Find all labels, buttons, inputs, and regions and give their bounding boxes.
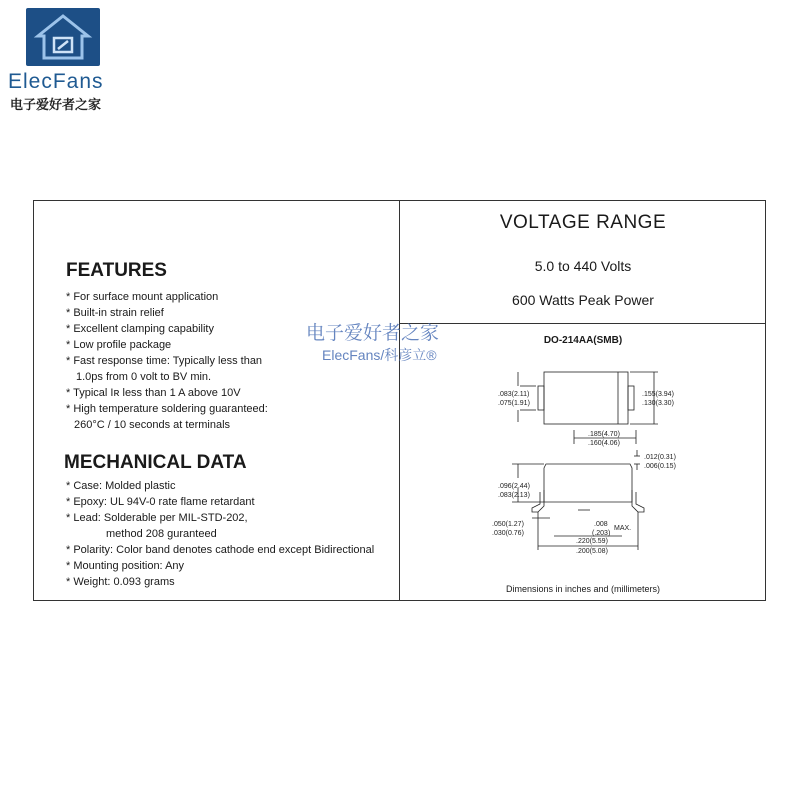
dim-side-max: .096(2.44) — [498, 483, 530, 490]
dim-gap-bottom: (.203) — [592, 530, 611, 537]
dim-gap-top: .008 — [594, 521, 608, 528]
voltage-range-value: 5.0 to 440 Volts — [534, 258, 632, 274]
feature-item: 260°C / 10 seconds at terminals — [74, 419, 231, 431]
dim-length-min: .160(4.06) — [588, 440, 620, 447]
dimensions-note: Dimensions in inches and (millimeters) — [505, 584, 661, 594]
mechanical-item: * Polarity: Color band denotes cathode end except Bidirectional — [66, 544, 375, 556]
voltage-range-heading: VOLTAGE RANGE — [499, 212, 667, 233]
features-heading: FEATURES — [66, 260, 167, 281]
feature-item: * Typical Iʀ less than 1 A above 10V — [66, 387, 241, 399]
mechanical-list — [66, 478, 374, 590]
feature-item: * Built-in strain relief — [66, 307, 164, 319]
dim-width-max: .155(3.94) — [642, 391, 674, 398]
dim-length-max: .185(4.70) — [588, 431, 620, 438]
dim-height-max: .083(2.11) — [498, 391, 530, 398]
package-dimension-drawing — [490, 360, 700, 560]
dim-gap-max: MAX. — [614, 525, 632, 532]
feature-item: * Low profile package — [66, 339, 172, 351]
watermark-en: ElecFans/科彦立® — [322, 347, 437, 363]
mechanical-item: * Epoxy: UL 94V-0 rate flame retardant — [66, 496, 255, 508]
dim-thickness-max: .012(0.31) — [644, 454, 676, 461]
mechanical-heading: MECHANICAL DATA — [64, 452, 247, 473]
dim-width-min: .130(3.30) — [642, 400, 674, 407]
feature-item: * Excellent clamping capability — [66, 323, 214, 335]
brand-name-cn: 电子爱好者之家 — [10, 97, 102, 112]
logo — [26, 8, 100, 66]
mechanical-item: method 208 guranteed — [106, 528, 217, 540]
dim-lead-max: .050(1.27) — [492, 521, 524, 528]
mechanical-item: * Weight: 0.093 grams — [66, 576, 175, 588]
feature-item: 1.0ps from 0 volt to BV min. — [76, 371, 212, 383]
feature-item: * For surface mount application — [66, 291, 219, 303]
dim-total-max: .220(5.59) — [576, 538, 608, 545]
peak-power-value: 600 Watts Peak Power — [512, 292, 654, 308]
dim-lead-min: .030(0.76) — [492, 530, 524, 537]
house-logo-icon — [26, 8, 100, 66]
dim-side-min: .083(2.13) — [498, 492, 530, 499]
feature-item: * High temperature soldering guaranteed: — [66, 403, 268, 415]
package-title: DO-214AA(SMB) — [543, 335, 623, 346]
dim-thickness-min: .006(0.15) — [644, 463, 676, 470]
horizontal-divider — [400, 323, 766, 324]
mechanical-item: * Case: Molded plastic — [66, 480, 176, 492]
brand-name: ElecFans — [8, 70, 104, 93]
feature-item: * Fast response time: Typically less than — [66, 355, 263, 367]
features-list — [66, 289, 268, 433]
dim-total-min: .200(5.08) — [576, 548, 608, 555]
watermark-cn: 电子爱好者之家 — [306, 323, 440, 344]
dim-height-min: .075(1.91) — [498, 400, 530, 407]
mechanical-item: * Mounting position: Any — [66, 560, 185, 572]
mechanical-item: * Lead: Solderable per MIL-STD-202, — [66, 512, 248, 524]
